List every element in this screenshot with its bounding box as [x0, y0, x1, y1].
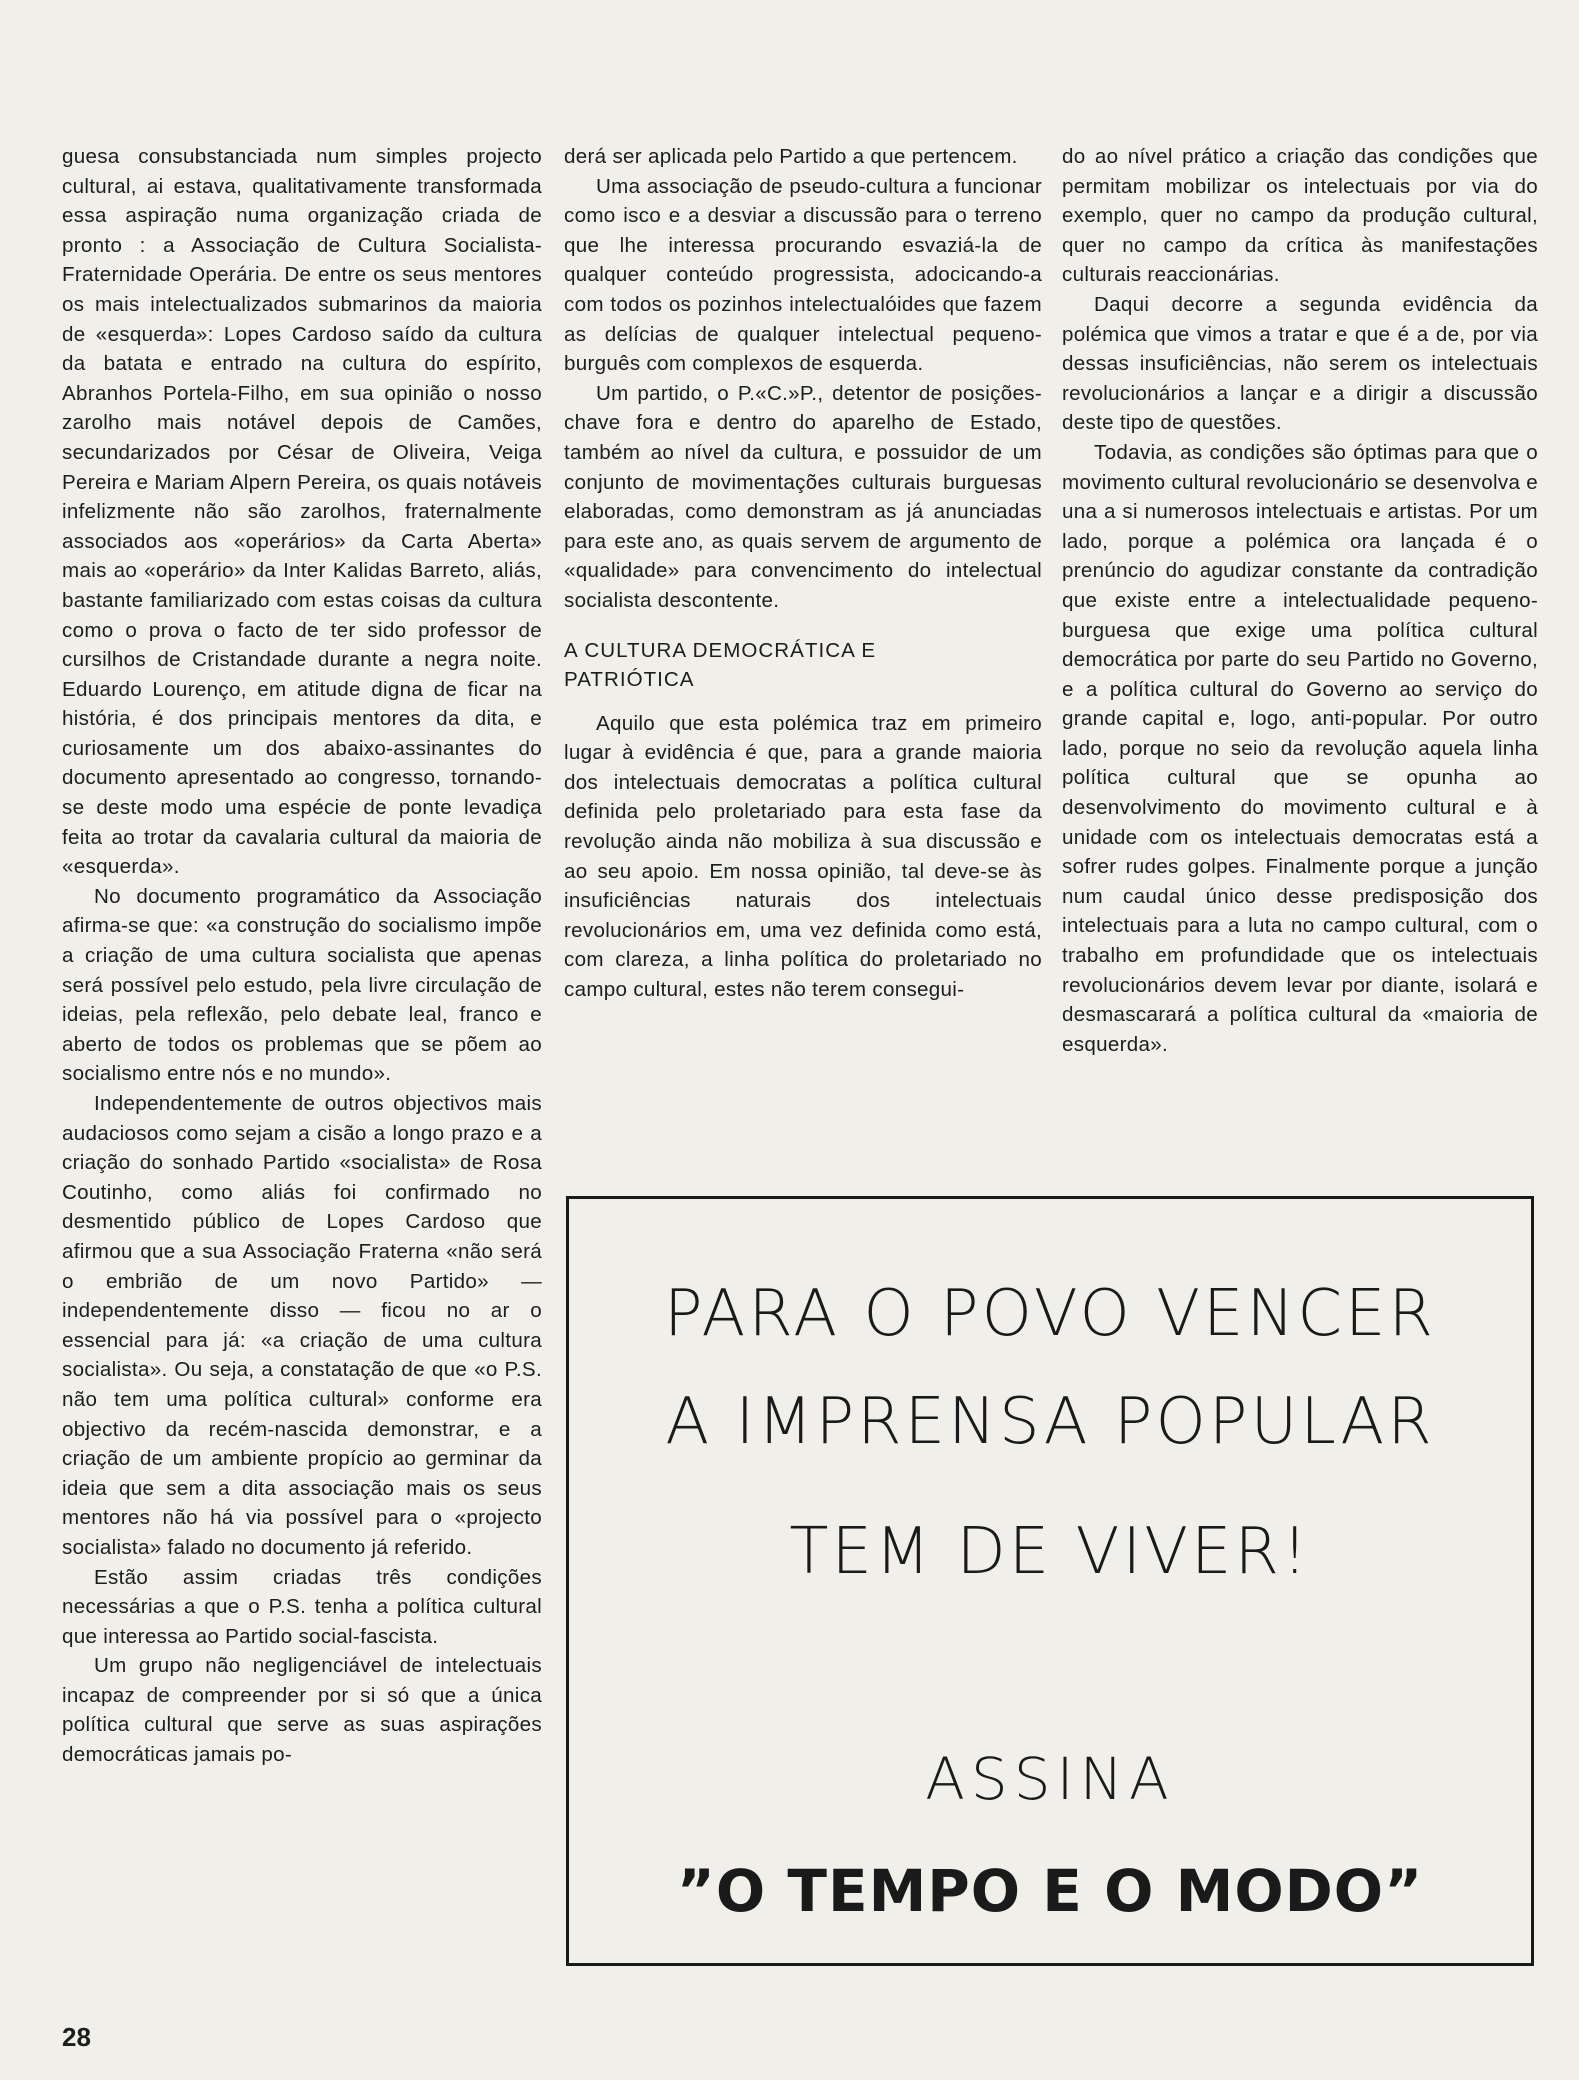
subscription-advert-box: [566, 1196, 1534, 1966]
advert-line-2: A IMPRENSA POPULAR: [665, 1385, 1435, 1459]
section-heading: [564, 636, 1042, 695]
paragraph: No documento programático da Associação afirma-se que: «a construção do socialismo impõe a criação de uma cultura socialista que apenas será possível pelo estudo, pela livre circulação de ideias, pela reflexão, pelo debate leal, franco e aberto de todos os problemas que se põem ao socialismo entre nós e no mundo».: [62, 884, 542, 1086]
advert-publication-title: ”O TEMPO E O MODO”: [676, 1857, 1424, 1925]
section-heading-line-2: PATRIÓTICA: [564, 668, 695, 692]
paragraph: Um grupo não negligenciável de intelectuais incapaz de compreender por si só que a única política cultural que serve as suas aspirações democráticas jamais po-: [62, 1654, 542, 1767]
paragraph: guesa consubstanciada num simples projecto cultural, ai estava, qualitativamente transformada essa aspiração numa organização criada de pronto : a Associação de Cultura Socialista-Fraternidade Operária. De entre os seus mentores os mais intelectualizados submarinos da maioria de «esquerda»: Lopes Cardoso saído da cultura da batata e entrado na cultura do espírito, Abranhos Portela-Filho, em sua opinião o nosso zarolho mais notável depois de Camões, secundarizados por César de Oliveira, Veiga Pereira e Mariam Alpern Pereira, os quais notáveis infelizmente não são zarolhos, fraternalmente associados aos «operários» da Carta Aberta» mais ao «operário» da Inter Kalidas Barreto, aliás, bastante familiarizado com estas coisas da cultura como o prova o facto de ter sido professor de cursilhos de Cristandade durante a negra noite. Eduardo Lourenço, em atitude digna de ficar na história, é dos principais mentores da dita, e curiosamente um dos abaixo-assinantes do documento apresentado ao congresso, tornando-se deste modo uma espécie de ponte levadiça feita ao trotar da cavalaria cultural da maioria de «esquerda».: [62, 145, 542, 879]
paragraph: Todavia, as condições são óptimas para que o movimento cultural revolucionário se desenvolva e una a si numerosos intelectuais e artistas. Por um lado, porque a polémica ora lançada é o prenúncio do agudizar constante da contradição que existe entre a intelectualidade pequeno-burguesa que exige uma política cultural democrática por parte do seu Partido no Governo, e a política cultural do Governo ao serviço do grande capital e, logo, anti-popular. Por outro lado, porque no seio da revolução aquela linha política cultural que se opunha ao desenvolvimento do movimento cultural e à unidade com os intelectuais democratas está a sofrer rudes golpes. Finalmente porque a junção num caudal único desse predisposição dos intelectuais para a luta no campo cultural, com o trabalho em profundidade que os intelectuais revolucionários devem levar por diante, isolará e desmascarará a política cultural da «maioria de esquerda».: [1062, 440, 1539, 1056]
paragraph: Independentemente de outros objectivos mais audaciosos como sejam a cisão a longo prazo e a criação do sonhado Partido «socialista» de Rosa Coutinho, como aliás foi confirmado no desmentido público de Lopes Cardoso que afirmou que a sua Associação Fraterna «não será o embrião de um novo Partido» — independentemente disso — ficou no ar o essencial para já: «a criação de uma cultura socialista». Ou seja, a constatação de que «o P.S. não tem uma política cultural» conforme era objectivo da recém-nascida demonstrar, e a criação de um ambiente propício ao germinar da ideia que sem a dita associação mais os seus mentores não há via possível para o «projecto socialista» falado no documento já referido.: [62, 1092, 542, 1559]
paragraph: Aquilo que esta polémica traz em primeiro lugar à evidência é que, para a grande maioria dos intelectuais democratas a política cultural definida pelo proletariado para esta fase da revolução ainda não mobiliza à sua discussão e ao seu apoio. Em nossa opinião, tal deve-se às insuficiências naturais dos intelectuais revolucionários em, uma vez definida como está, com clareza, a linha política do proletariado no campo cultural, estes não terem consegui-: [564, 711, 1042, 1002]
paragraph: do ao nível prático a criação das condições que permitam mobilizar os intelectuais por via do exemplo, quer no campo da produção cultural, quer no campo da crítica às manifestações culturais reaccionárias.: [1062, 145, 1538, 287]
article-column-1: [62, 142, 542, 1770]
article-column-2: [564, 142, 1042, 1005]
paragraph: Uma associação de pseudo-cultura a funcionar como isco e a desviar a discussão para o terreno que lhe interessa procurando esvaziá-la de qualquer conteúdo progressista, adocicando-a com todos os pozinhos intelectualóides que fazem as delícias de qualquer intelectual pequeno-burguês com complexos de esquerda.: [564, 174, 1042, 376]
paragraph: derá ser aplicada pelo Partido a que pertencem.: [564, 145, 1018, 168]
advert-line-1: PARA O POVO VENCER: [664, 1277, 1436, 1351]
advert-call-to-action: ASSINA: [925, 1745, 1175, 1813]
section-heading-line-1: A CULTURA DEMOCRÁTICA E: [564, 638, 877, 662]
paragraph: Daqui decorre a segunda evidência da polémica que vimos a tratar e que é a de, por via dessas insuficiências, não serem os intelectuais revolucionários a lançar e a dirigir a discussão deste tipo de questões.: [1062, 292, 1538, 435]
advert-line-3: TEM DE VIVER!: [789, 1515, 1311, 1589]
paragraph: Estão assim criadas três condições necessárias a que o P.S. tenha a política cultural que interessa ao Partido social-fascista.: [62, 1565, 542, 1648]
page-number: 28: [62, 2022, 91, 2052]
article-column-3: [1062, 142, 1538, 1059]
paragraph: Um partido, o P.«C.»P., detentor de posições-chave fora e dentro do aparelho de Estado, também ao nível da cultura, e possuidor de um conjunto de movimentações culturais burguesas elaboradas, como demonstram as já anunciadas para este ano, as quais servem de argumento de «qualidade» para convencimento do intelectual socialista descontente.: [564, 381, 1042, 612]
